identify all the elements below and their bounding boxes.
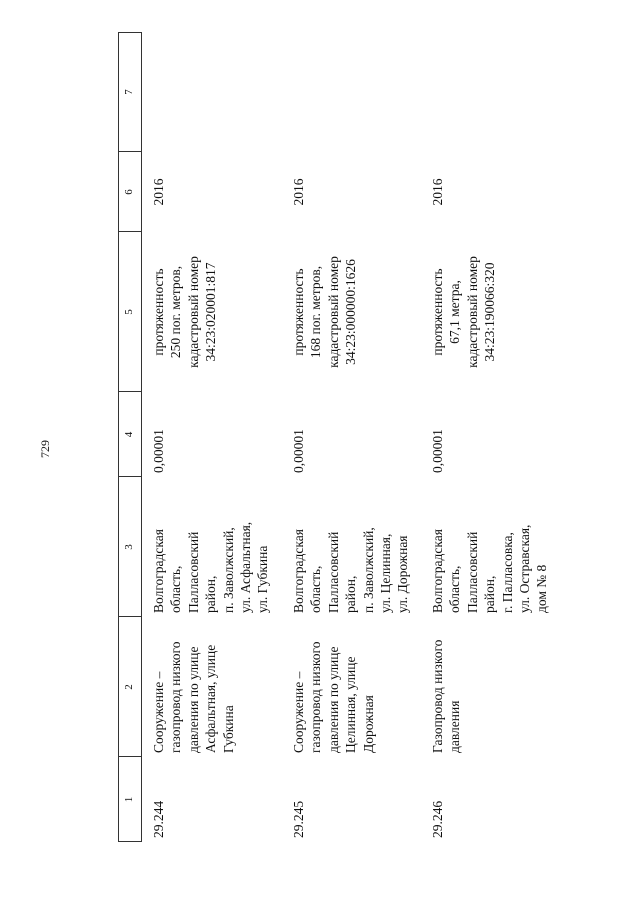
year-value: 2016: [291, 178, 306, 206]
row-id: 29.244: [151, 800, 166, 838]
share-value: 0,00001: [430, 429, 445, 473]
column-number-1: 1: [123, 796, 135, 803]
column-number-5: 5: [123, 309, 135, 315]
object-address: Волгоградская область, Палласовский район, п. Заволжский, ул. Асфальтная, ул. Губкина: [151, 521, 271, 613]
header-row-divider: [141, 32, 142, 842]
object-characteristics: протяженность 250 пог. метров, кадастровый номер 34:23:020001:817: [151, 256, 219, 368]
column-number-3: 3: [123, 544, 135, 550]
year-value: 2016: [430, 178, 445, 206]
column-number-6: 6: [123, 189, 135, 195]
page-number: 729: [38, 440, 52, 458]
year-value: 2016: [151, 178, 166, 206]
object-address: Волгоградская область, Палласовский район, г. Палласовка, ул. Остравская, дом № 8: [430, 524, 550, 613]
column-number-7: 7: [123, 89, 135, 95]
object-name: Сооружение – газопровод низкого давления по улице Целинная, улице Дорожная: [291, 641, 376, 753]
object-characteristics: протяженность 168 пог. метров, кадастровый номер 34:23:000000:1626: [291, 256, 359, 368]
column-number-4: 4: [123, 431, 135, 438]
share-value: 0,00001: [291, 429, 306, 473]
share-value: 0,00001: [151, 429, 166, 473]
object-name: Газопровод низкого давления: [430, 639, 463, 753]
object-name: Сооружение – газопровод низкого давления по улице Асфальтная, улице Губкина: [151, 641, 236, 753]
object-characteristics: протяженность 67,1 метра, кадастровый номер 34:23:190066:320: [430, 256, 498, 368]
row-id: 29.246: [430, 800, 445, 838]
property-table: [118, 32, 618, 842]
row-id: 29.245: [291, 800, 306, 838]
object-address: Волгоградская область, Палласовский район, п. Заволжский, ул. Целинная, ул. Дорожная: [291, 527, 411, 613]
column-number-2: 2: [123, 684, 135, 690]
